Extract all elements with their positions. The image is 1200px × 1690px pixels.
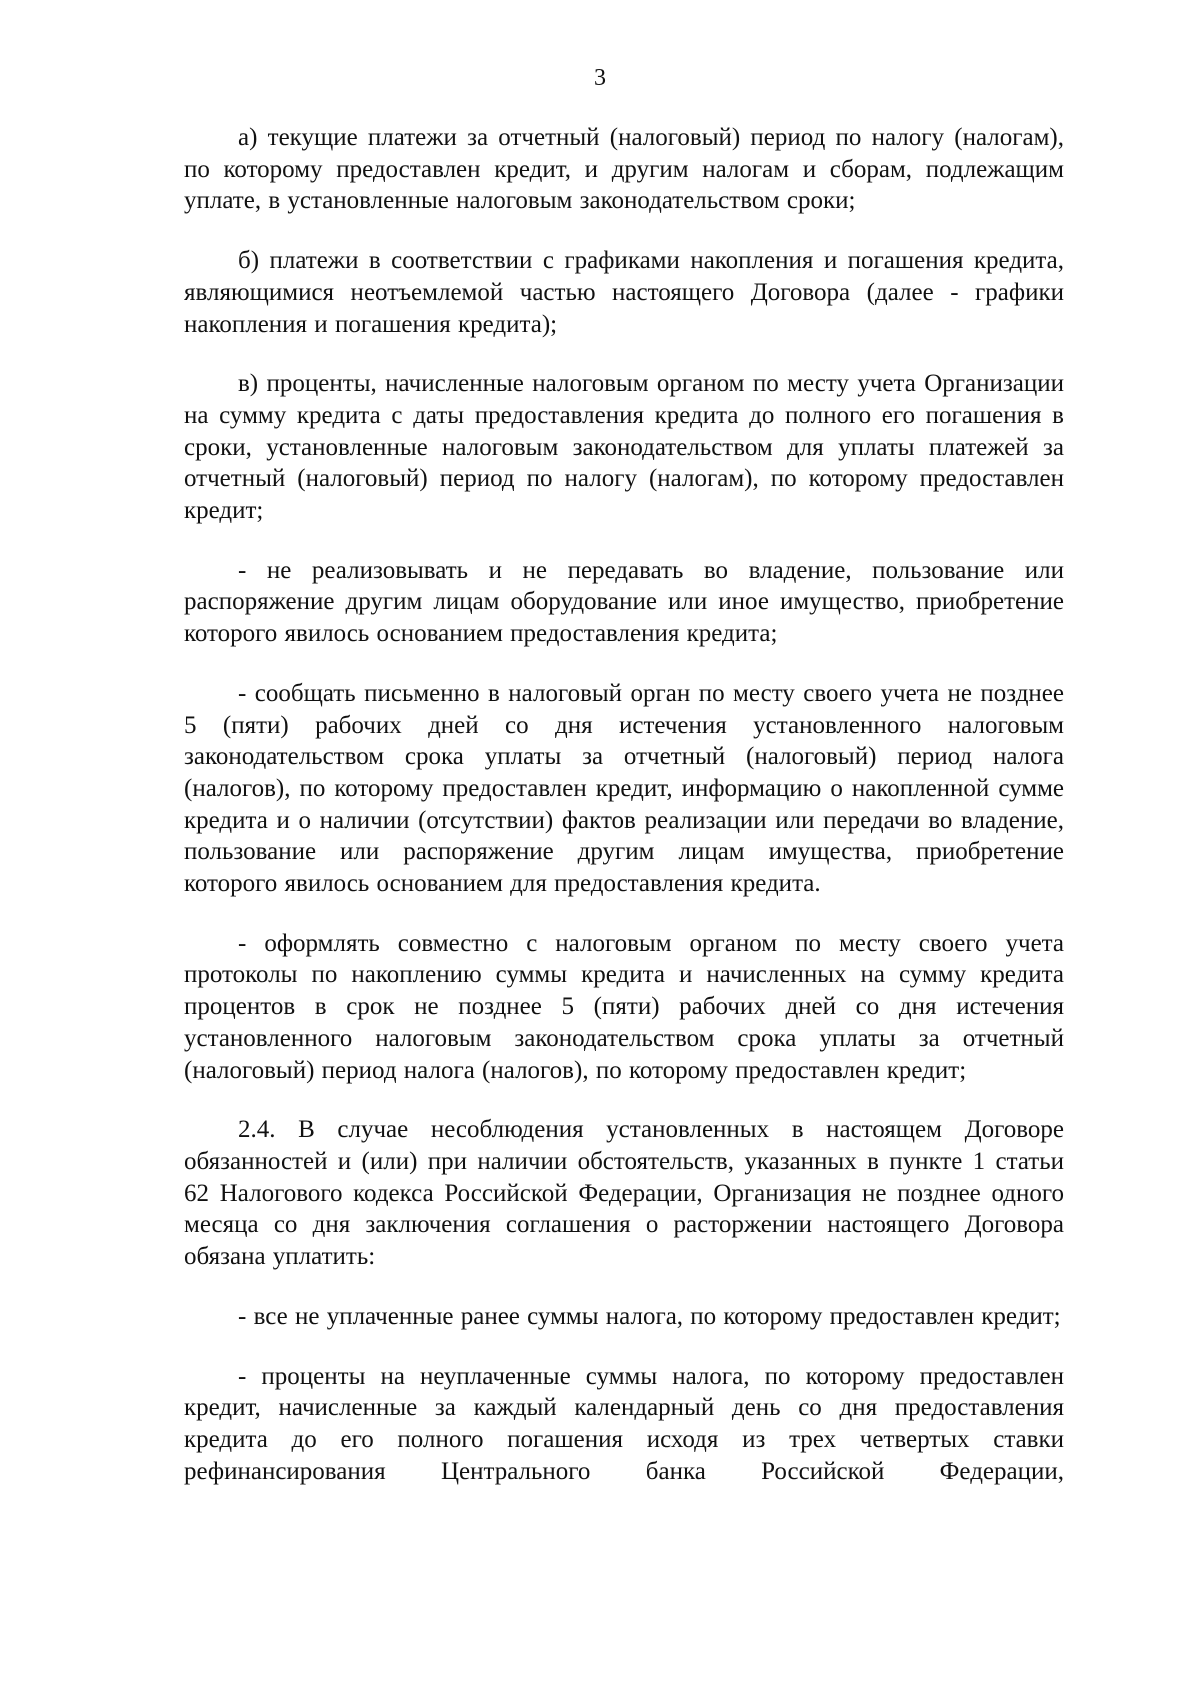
paragraph-schedule-payments: б) платежи в соответствии с графиками накопления и погашения кредита, являющимися неотъемлемой частью настоящего Договора (далее - графики накопления и погашения кредита); bbox=[184, 247, 1064, 338]
paragraph-interest: в) проценты, начисленные налоговым органом по месту учета Организации на сумму кредита с даты предоставления кредита до полного его погашения в сроки, установленные налоговым законодательством для уплаты платежей за отчетный (налоговый) период по налогу (налогам), по которому предоставлен кредит; bbox=[184, 370, 1064, 525]
document-body bbox=[184, 122, 1064, 1515]
paragraph-no-transfer: - не реализовывать и не передавать во владение, пользование или распоряжение другим лицам оборудование или иное имущество, приобретение которого явилось основанием предоставления кредита; bbox=[184, 556, 1064, 648]
paragraph-report-in-writing: - сообщать письменно в налоговый орган по месту своего учета не позднее 5 (пяти) рабочих дней со дня истечения установленного налоговым законодательством срока уплаты за отчетный (налоговый) период налога (налогов), по которому предоставлен кредит, информацию о накопленной сумме кредита и о наличии (отсутствии) фактов реализации или передачи во владение, пользование или распоряжение другим лицам имущества, приобретение которого явилось основанием для предоставления кредита. bbox=[184, 679, 1064, 898]
paragraph-section-2-4: 2.4. В случае несоблюдения установленных в настоящем Договоре обязанностей и (или) при наличии обстоятельств, указанных в пункте 1 статьи 62 Налогового кодекса Российской Федерации, Организация не позднее одного месяца со дня заключения соглашения о расторжении настоящего Договора обязана уплатить: bbox=[184, 1116, 1064, 1271]
paragraph-protocols: - оформлять совместно с налоговым органом по месту своего учета протоколы по накоплению суммы кредита и начисленных на сумму кредита процентов в срок не позднее 5 (пяти) рабочих дней со дня истечения установленного налоговым законодательством срока уплаты за отчетный (налоговый) период налога (налогов), по которому предоставлен кредит; bbox=[184, 929, 1064, 1084]
paragraph-unpaid-tax: - все не уплаченные ранее суммы налога, по которому предоставлен кредит; bbox=[238, 1302, 1061, 1330]
paragraph-interest-on-unpaid: - проценты на неуплаченные суммы налога, по которому предоставлен кредит, начисленные за каждый календарный день со дня предоставления кредита до его полного погашения исходя из трех четвертых ставки рефинансирования Центрального банка Российской Федерации, bbox=[184, 1362, 1064, 1485]
page-number: 3 bbox=[594, 65, 606, 91]
paragraph-current-payments: а) текущие платежи за отчетный (налоговый) период по налогу (налогам), по которому предоставлен кредит, и другим налогам и сборам, подлежащим уплате, в установленные налоговым законодательством сроки; bbox=[184, 124, 1064, 215]
